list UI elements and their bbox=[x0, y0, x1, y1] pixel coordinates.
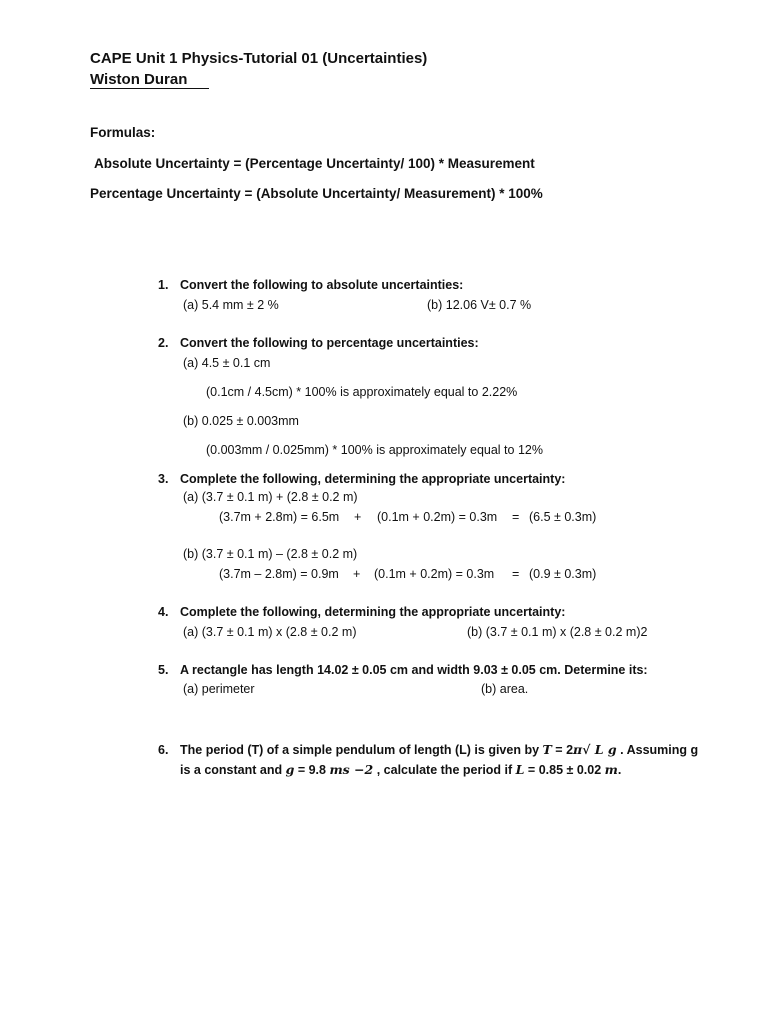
q3-part-b-result: (0.9 ± 0.3m) bbox=[529, 567, 597, 581]
q1-part-a: (a) 5.4 mm ± 2 % bbox=[183, 298, 279, 312]
question-number: 3. bbox=[158, 472, 169, 486]
pendulum-formula: √ L g bbox=[582, 742, 617, 757]
question-text: Complete the following, determining the appropriate uncertainty: bbox=[180, 605, 566, 619]
question-text: The period (T) of a simple pendulum of length (L) is given by bbox=[180, 743, 543, 757]
m-unit: m bbox=[604, 762, 618, 777]
q3-part-b-plus: + bbox=[353, 567, 361, 581]
question-number: 4. bbox=[158, 605, 169, 619]
question-2 bbox=[158, 336, 479, 350]
l-symbol: L bbox=[515, 762, 525, 777]
question-5 bbox=[158, 663, 648, 677]
question-text-tail: . Assuming g bbox=[616, 743, 699, 757]
question-text: A rectangle has length 14.02 ± 0.05 cm and width 9.03 ± 0.05 cm. Determine its: bbox=[180, 663, 648, 677]
question-1 bbox=[158, 278, 463, 292]
q2-part-b: (b) 0.025 ± 0.003mm bbox=[183, 414, 299, 428]
question-4 bbox=[158, 605, 565, 619]
q3-part-b-work-uncertainty: (0.1m + 0.2m) = 0.3m bbox=[374, 567, 495, 581]
question-number: 2. bbox=[158, 336, 169, 350]
q2-part-b-answer: (0.003mm / 0.025mm) * 100% is approximately equal to 12% bbox=[206, 443, 543, 457]
q3-part-b: (b) (3.7 ± 0.1 m) – (2.8 ± 0.2 m) bbox=[183, 547, 358, 561]
q1-part-b: (b) 12.06 V± 0.7 % bbox=[427, 298, 532, 312]
equals-two: = 2 bbox=[551, 743, 574, 757]
q2-part-a: (a) 4.5 ± 0.1 cm bbox=[183, 356, 271, 370]
question-number: 5. bbox=[158, 663, 169, 677]
q4-part-b: (b) (3.7 ± 0.1 m) x (2.8 ± 0.2 m)2 bbox=[467, 625, 648, 639]
g-symbol: g bbox=[285, 762, 295, 777]
q3-part-a-plus: + bbox=[354, 510, 362, 524]
document-title: CAPE Unit 1 Physics-Tutorial 01 (Uncertainties) bbox=[90, 50, 428, 67]
q3-part-a-work-sum: (3.7m + 2.8m) = 6.5m bbox=[219, 510, 340, 524]
q3-part-a-equals: = bbox=[512, 510, 520, 524]
question-6-line-2 bbox=[180, 762, 621, 777]
q2-part-a-answer: (0.1cm / 4.5cm) * 100% is approximately equal to 2.22% bbox=[206, 385, 518, 399]
period-symbol: T bbox=[542, 742, 552, 757]
question-text: is a constant and bbox=[180, 763, 286, 777]
q3-part-b-work-difference: (3.7m – 2.8m) = 0.9m bbox=[219, 567, 339, 581]
q5-part-a: (a) perimeter bbox=[183, 682, 255, 696]
formula-percentage: Percentage Uncertainty = (Absolute Uncertainty/ Measurement) * 100% bbox=[90, 186, 543, 201]
question-text-mid: , calculate the period if bbox=[373, 763, 516, 777]
author-name-text: Wiston Duran bbox=[90, 71, 209, 89]
question-text: Convert the following to absolute uncertainties: bbox=[180, 278, 464, 292]
end-period: . bbox=[617, 763, 622, 777]
q3-part-a-result: (6.5 ± 0.3m) bbox=[529, 510, 597, 524]
formula-absolute: Absolute Uncertainty = (Percentage Uncertainty/ 100) * Measurement bbox=[94, 156, 535, 171]
g-value: = 9.8 bbox=[294, 763, 330, 777]
question-number: 6. bbox=[158, 743, 169, 757]
question-number: 1. bbox=[158, 278, 169, 292]
question-text: Convert the following to percentage uncertainties: bbox=[180, 336, 479, 350]
q3-part-b-equals: = bbox=[512, 567, 520, 581]
q3-part-a: (a) (3.7 ± 0.1 m) + (2.8 ± 0.2 m) bbox=[183, 490, 358, 504]
l-value: = 0.85 ± 0.02 bbox=[524, 763, 605, 777]
author-name bbox=[90, 71, 209, 88]
question-text: Complete the following, determining the appropriate uncertainty: bbox=[180, 472, 566, 486]
formulas-heading: Formulas: bbox=[90, 125, 156, 140]
pi-symbol: π bbox=[573, 742, 583, 757]
question-3 bbox=[158, 472, 565, 486]
q4-part-a: (a) (3.7 ± 0.1 m) x (2.8 ± 0.2 m) bbox=[183, 625, 357, 639]
q5-part-b: (b) area. bbox=[481, 682, 529, 696]
question-6-line-1 bbox=[158, 742, 698, 757]
g-unit: ms −2 bbox=[329, 762, 374, 777]
q3-part-a-work-uncertainty: (0.1m + 0.2m) = 0.3m bbox=[377, 510, 498, 524]
